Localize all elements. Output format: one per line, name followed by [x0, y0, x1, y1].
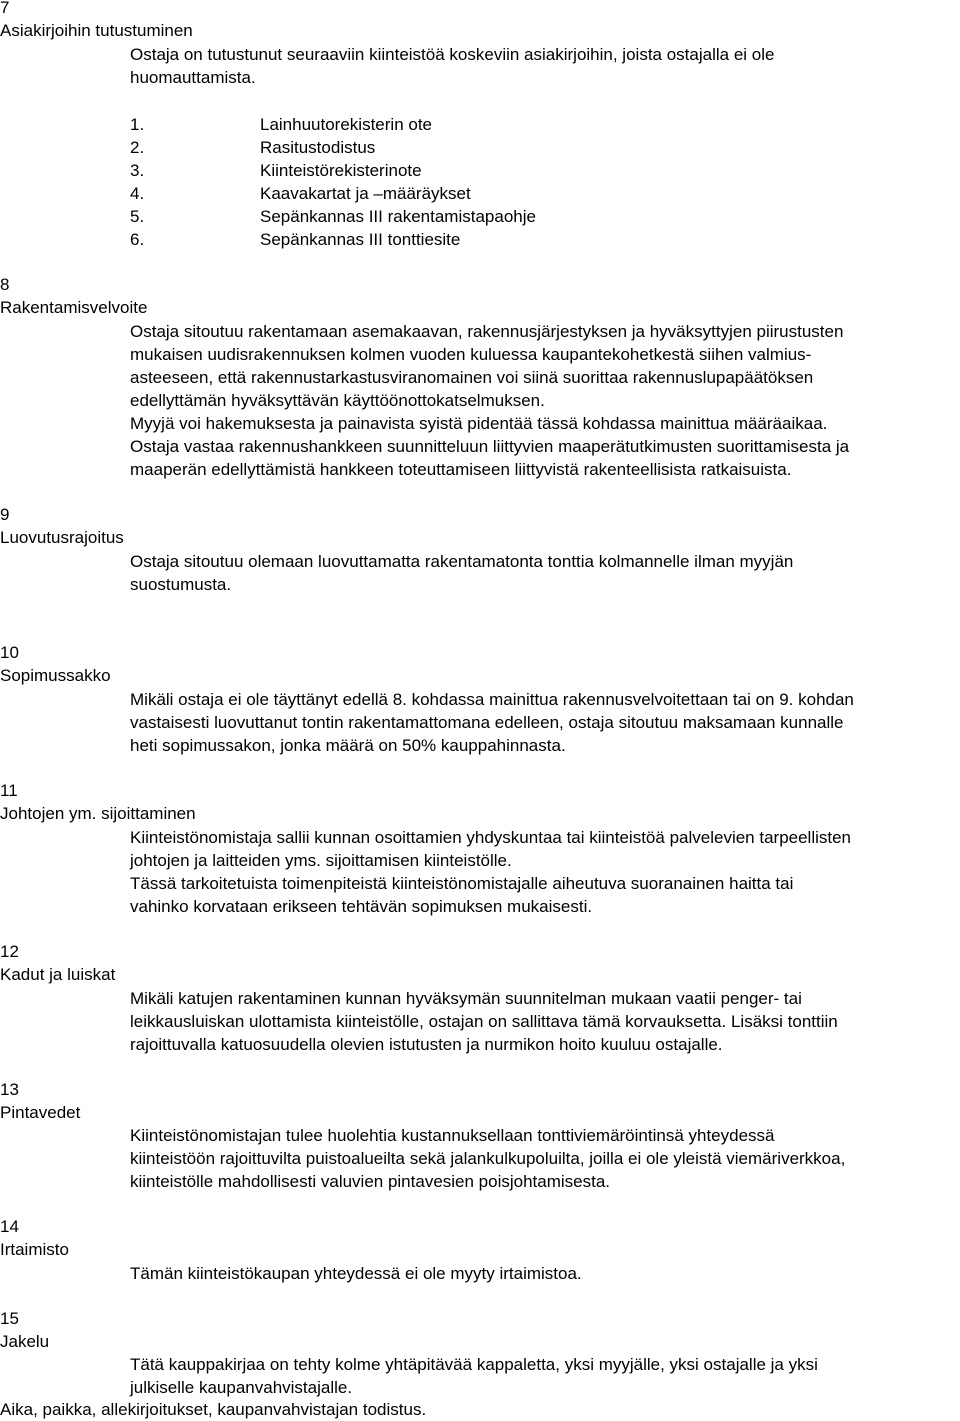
section-11-line: vahinko korvataan erikseen tehtävän sopimuksen mukaisesti. [130, 897, 593, 916]
signature-footer: Aika, paikka, allekirjoitukset, kaupanvahvistajan todistus. [0, 1400, 427, 1419]
section-9-line: Ostaja sitoutuu olemaan luovuttamatta rakentamatonta tonttia kolmannelle ilman myyjän [130, 552, 794, 571]
section-10-line: Mikäli ostaja ei ole täyttänyt edellä 8. kohdassa mainittua rakennusvelvoitettaan tai on 9. kohdan [130, 690, 854, 709]
list-item-text: Kaavakartat ja –määräykset [260, 184, 471, 203]
list-item-number: 3. [130, 161, 145, 180]
section-7-title: Asiakirjoihin tutustuminen [0, 21, 193, 40]
section-8-line: Myyjä voi hakemuksesta ja painavista syistä pidentää tässä kohdassa mainittua määräaikaa. [130, 414, 828, 433]
section-8-line: Ostaja sitoutuu rakentamaan asemakaavan, rakennusjärjestyksen ja hyväksyttyjen piirustusten [130, 322, 844, 341]
section-8-number: 8 [0, 275, 10, 294]
section-9-title: Luovutusrajoitus [0, 528, 124, 547]
section-12-line: rajoittuvalla katuosuudella olevien istutusten ja nurmikon hoito kuuluu ostajalle. [130, 1035, 723, 1054]
section-13-line: kiinteistölle mahdollisesti valuvien pintavesien poisjohtamisesta. [130, 1172, 611, 1191]
list-item-text: Rasitustodistus [260, 138, 376, 157]
section-15-title: Jakelu [0, 1332, 50, 1351]
section-14-title: Irtaimisto [0, 1240, 69, 1259]
section-13-line: kiinteistöön rajoittuvilta puistoalueilta sekä jalankulkupoluilta, joilla ei ole yleistä viemäriverkkoa, [130, 1149, 846, 1168]
section-13-title: Pintavedet [0, 1103, 81, 1122]
list-item-text: Lainhuutorekisterin ote [260, 115, 433, 134]
section-12-line: leikkausluiskan ulottamista kiinteistölle, ostajan on sallittava tämä korvauksetta. Lisäksi tonttiin [130, 1012, 838, 1031]
list-item-number: 2. [130, 138, 145, 157]
list-item-number: 6. [130, 230, 145, 249]
section-8-line: asteeseen, että rakennustarkastusviranomainen voi siinä suorittaa rakennuslupapäätöksen [130, 368, 814, 387]
section-9-line: suostumusta. [130, 575, 232, 594]
section-12-title: Kadut ja luiskat [0, 965, 116, 984]
section-15-line: Tätä kauppakirjaa on tehty kolme yhtäpitävää kappaletta, yksi myyjälle, yksi ostajalle ja yksi [130, 1355, 818, 1374]
section-8-line: edellyttämän hyväksyttävän käyttöönottokatselmuksen. [130, 391, 545, 410]
section-15-number: 15 [0, 1309, 19, 1328]
section-12-number: 12 [0, 942, 19, 961]
section-11-line: Kiinteistönomistaja sallii kunnan osoittamien yhdyskuntaa tai kiinteistöä palvelevien tarpeellisten [130, 828, 852, 847]
section-11-title: Johtojen ym. sijoittaminen [0, 804, 196, 823]
section-11-line: Tässä tarkoitetuista toimenpiteistä kiinteistönomistajalle aiheutuva suoranainen haitta tai [130, 874, 794, 893]
section-8-line: maaperän edellyttämistä hankkeen toteuttamiseen liittyvistä rakenteellisista ratkaisuista. [130, 460, 792, 479]
section-7-line: Ostaja on tutustunut seuraaviin kiinteistöä koskeviin asiakirjoihin, joista ostajalla ei ole [130, 45, 775, 64]
section-8-line: mukaisen uudisrakennuksen kolmen vuoden kuluessa kaupantekohetkestä siihen valmius- [130, 345, 812, 364]
list-item-text: Sepänkannas III tonttiesite [260, 230, 461, 249]
section-14-line: Tämän kiinteistökaupan yhteydessä ei ole myyty irtaimistoa. [130, 1264, 582, 1283]
section-7-number: 7 [0, 0, 10, 17]
section-11-line: johtojen ja laitteiden yms. sijoittamisen kiinteistölle. [130, 851, 512, 870]
section-10-number: 10 [0, 643, 19, 662]
section-13-line: Kiinteistönomistajan tulee huolehtia kustannuksellaan tonttiviemäröintinsä yhteydessä [130, 1126, 775, 1145]
section-13-number: 13 [0, 1080, 19, 1099]
section-7-line: huomauttamista. [130, 68, 256, 87]
section-10-title: Sopimussakko [0, 666, 111, 685]
list-item-number: 1. [130, 115, 145, 134]
list-item-number: 4. [130, 184, 145, 203]
list-item-text: Sepänkannas III rakentamistapaohje [260, 207, 536, 226]
section-10-line: heti sopimussakon, jonka määrä on 50% kauppahinnasta. [130, 736, 566, 755]
section-9-number: 9 [0, 505, 10, 524]
section-8-line: Ostaja vastaa rakennushankkeen suunnitteluun liittyvien maaperätutkimusten suorittamisesta ja [130, 437, 850, 456]
section-11-number: 11 [0, 781, 18, 800]
section-14-number: 14 [0, 1217, 19, 1236]
section-12-line: Mikäli katujen rakentaminen kunnan hyväksymän suunnitelman mukaan vaatii penger- tai [130, 989, 802, 1008]
list-item-number: 5. [130, 207, 145, 226]
section-8-title: Rakentamisvelvoite [0, 298, 148, 317]
section-15-line: julkiselle kaupanvahvistajalle. [130, 1378, 353, 1397]
list-item-text: Kiinteistörekisterinote [260, 161, 422, 180]
section-10-line: vastaisesti luovuttanut tontin rakentamattomana edelleen, ostaja sitoutuu maksamaan kunnalle [130, 713, 844, 732]
